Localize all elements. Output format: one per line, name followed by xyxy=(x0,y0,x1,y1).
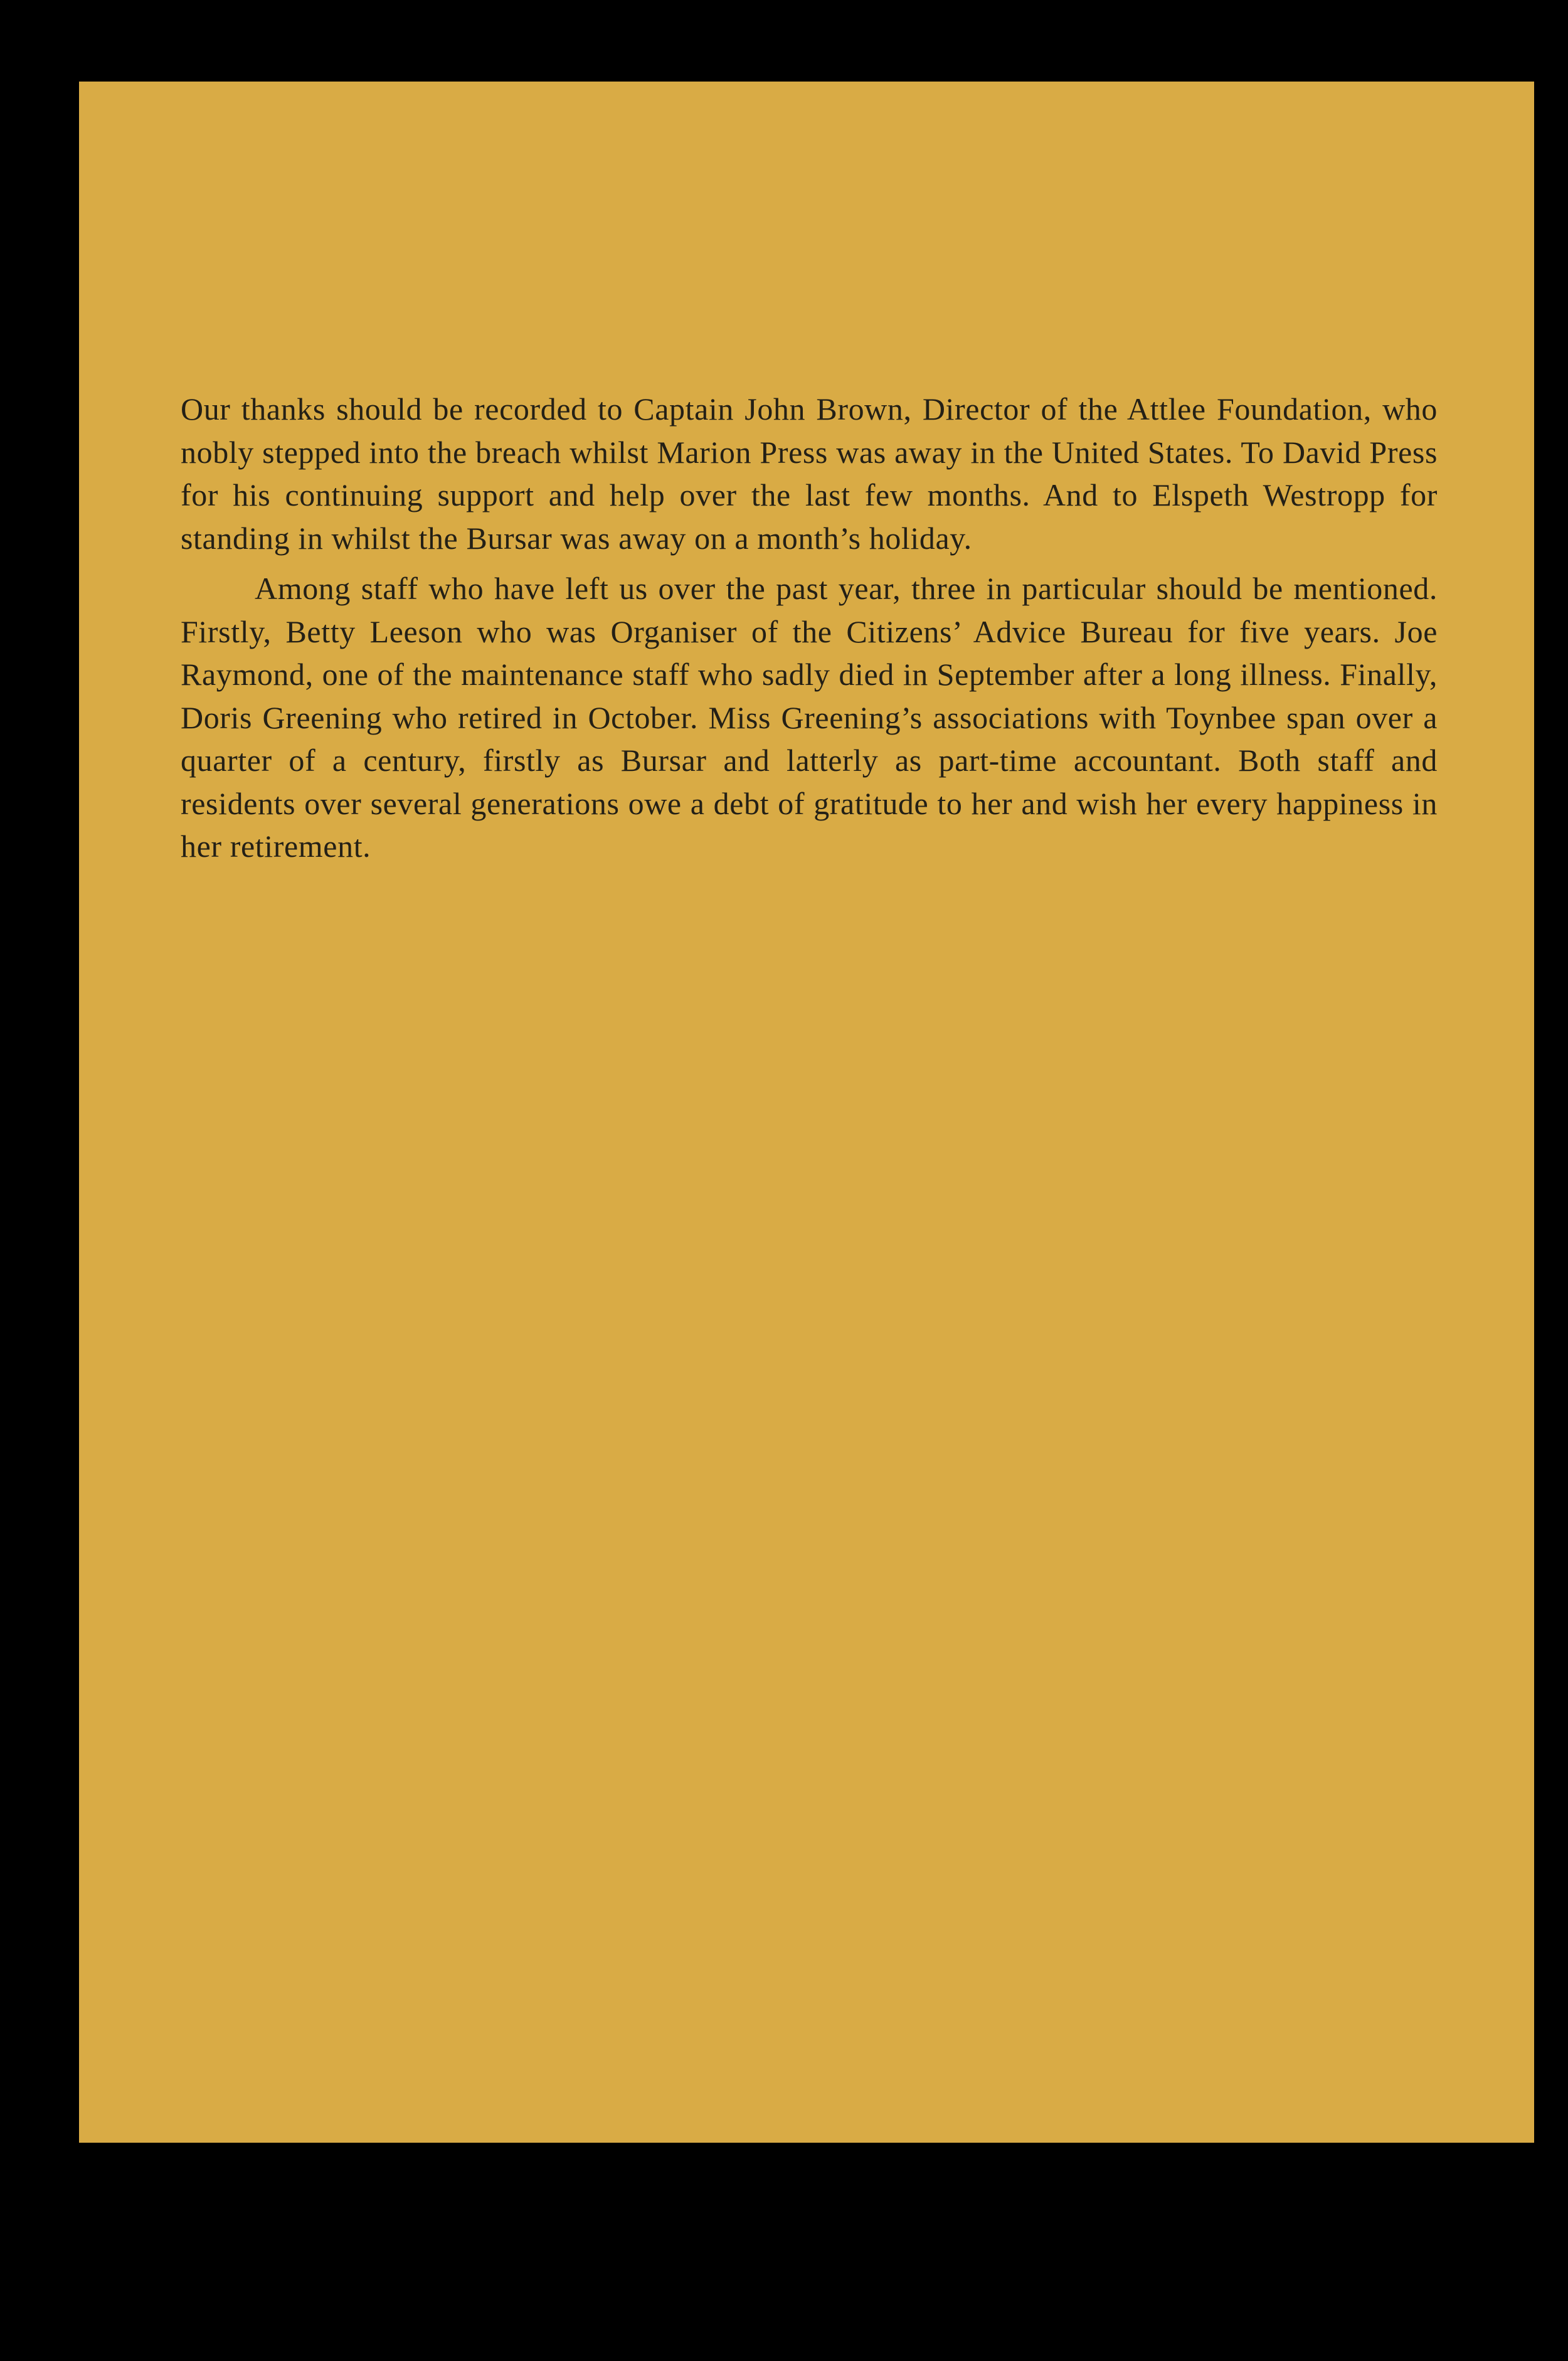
paragraph-thanks: Our thanks should be recorded to Captain John Brown, Director of the Attlee Foundation, who nobly stepped into the breach whilst Marion Press was away in the United States. To David Press for his continuing support and help over the last few months. And to Elspeth Westropp for standing in whilst the Bursar was away on a month’s holiday. xyxy=(181,391,1438,556)
paper-sheet xyxy=(79,82,1534,2143)
paragraph-staff-departures: Among staff who have left us over the past year, three in particular should be mentioned. Firstly, Betty Leeson who was Organiser of the Citizens’ Advice Bureau for five years. Joe Raymond, one of the maintenance staff who sadly died in September after a long illness. Finally, Doris Greening who retired in October. Miss Greening’s associations with Toynbee span over a quarter of a century, firstly as Bursar and latterly as part-time accountant. Both staff and residents over several generations owe a debt of gratitude to her and wish her every happiness in her retirement. xyxy=(181,571,1438,864)
body-text xyxy=(181,388,1438,868)
